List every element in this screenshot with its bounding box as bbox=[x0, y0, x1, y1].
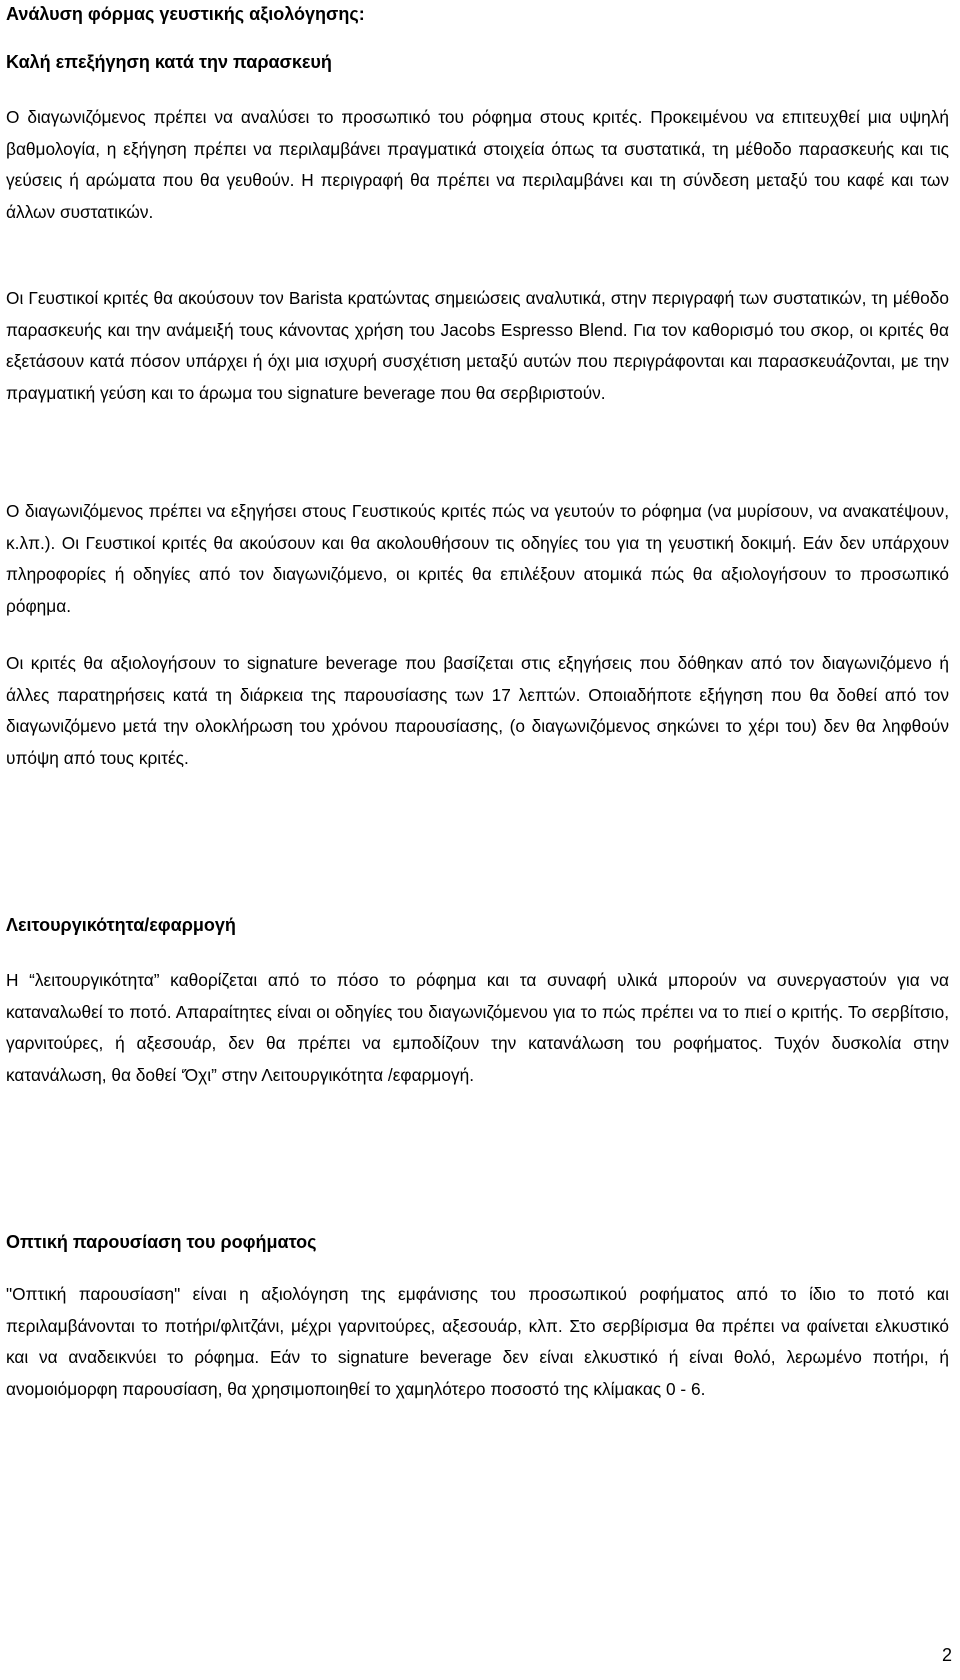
paragraph-functionality: Η “λειτουργικότητα” καθορίζεται από το πόσο το ρόφημα και τα συναφή υλικά μπορούν να συνεργαστούν για να καταναλωθεί το ποτό. Απαραίτητες είναι οι οδηγίες του διαγωνιζόμενου για το πώς πρέπει να το πιεί ο κριτής. Το σερβίτσιο, γαρνιτούρες, ή αξεσουάρ, δεν θα πρέπει να εμποδίζουν την κατανάλωση του ροφήματος. Τυχόν δυσκολία στην κατανάλωση, θα δοθεί ‘Όχι” στην Λειτουργικότητα /εφαρμογή. bbox=[6, 970, 949, 1085]
section-heading-preparation-explanation: Καλή επεξήγηση κατά την παρασκευή bbox=[6, 52, 332, 72]
paragraph-judges-notes: Οι Γευστικοί κριτές θα ακούσουν τον Barista κρατώντας σημειώσεις αναλυτικά, στην περιγραφή των συστατικών, τη μέθοδο παρασκευής και την ανάμειξή τους κάνοντας χρήση του Jacobs Espresso Blend. Για τον καθορισμό του σκορ, οι κριτές θα εξετάσουν κατά πόσον υπάρχει ή όχι μια ισχυρή συσχέτιση μεταξύ αυτών που περιγράφονται και παρασκευάζονται, με την πραγματική γεύση και το άρωμα του signature beverage που θα σερβιριστούν. bbox=[6, 288, 949, 403]
document-title: Ανάλυση φόρμας γευστικής αξιολόγησης: bbox=[6, 4, 365, 24]
section-heading-visual-presentation: Οπτική παρουσίαση του ροφήματος bbox=[6, 1232, 317, 1252]
page-number: 2 bbox=[941, 1645, 952, 1665]
section-heading-functionality: Λειτουργικότητα/εφαρμογή bbox=[6, 915, 236, 935]
paragraph-competitor-explanation: Ο διαγωνιζόμενος πρέπει να αναλύσει το προσωπικό του ρόφημα στους κριτές. Προκειμένου να επιτευχθεί μια υψηλή βαθμολογία, η εξήγηση πρέπει να περιλαμβάνει πραγματικά στοιχεία όπως τα συστατικά, τη μέθοδο παρασκευής και τις γεύσεις ή αρώματα που θα γευθούν. Η περιγραφή θα πρέπει να περιλαμβάνει και τη σύνδεση μεταξύ του καφέ και των άλλων συστατικών. bbox=[6, 107, 949, 222]
paragraph-evaluation-timing: Οι κριτές θα αξιολογήσουν το signature beverage που βασίζεται στις εξηγήσεις που δόθηκαν από τον διαγωνιζόμενο ή άλλες παρατηρήσεις κατά τη διάρκεια της παρουσίασης των 17 λεπτών. Οποιαδήποτε εξήγηση που θα δοθεί από τον διαγωνιζόμενο μετά την ολοκλήρωση του χρόνου παρουσίασης, (ο διαγωνιζόμενος σηκώνει το χέρι του) δεν θα ληφθούν υπόψη από τους κριτές. bbox=[6, 653, 949, 768]
paragraph-visual-presentation: "Οπτική παρουσίαση" είναι η αξιολόγηση της εμφάνισης του προσωπικού ροφήματος από το ίδιο το ποτό και περιλαμβάνονται το ποτήρι/φλιτζάνι, μέχρι γαρνιτούρες, αξεσουάρ, κλπ. Στο σερβίρισμα θα πρέπει να φαίνεται ελκυστικό και να αναδεικνύει το ρόφημα. Εάν το signature beverage δεν είναι ελκυστικό ή είναι θολό, λερωμένο ποτήρι, ή ανομοιόμορφη παρουσίαση, θα χρησιμοποιηθεί το χαμηλότερο ποσοστό της κλίμακας 0 - 6. bbox=[6, 1284, 949, 1399]
paragraph-tasting-instructions: Ο διαγωνιζόμενος πρέπει να εξηγήσει στους Γευστικούς κριτές πώς να γευτούν το ρόφημα (να μυρίσουν, να ανακατέψουν, κ.λπ.). Οι Γευστικοί κριτές θα ακούσουν και θα ακολουθήσουν τις οδηγίες του για τη γευστική δοκιμή. Εάν δεν υπάρχουν πληροφορίες ή οδηγίες από τον διαγωνιζόμενο, οι κριτές θα επιλέξουν ατομικά πώς θα αξιολογήσουν το προσωπικό ρόφημα. bbox=[6, 501, 949, 616]
